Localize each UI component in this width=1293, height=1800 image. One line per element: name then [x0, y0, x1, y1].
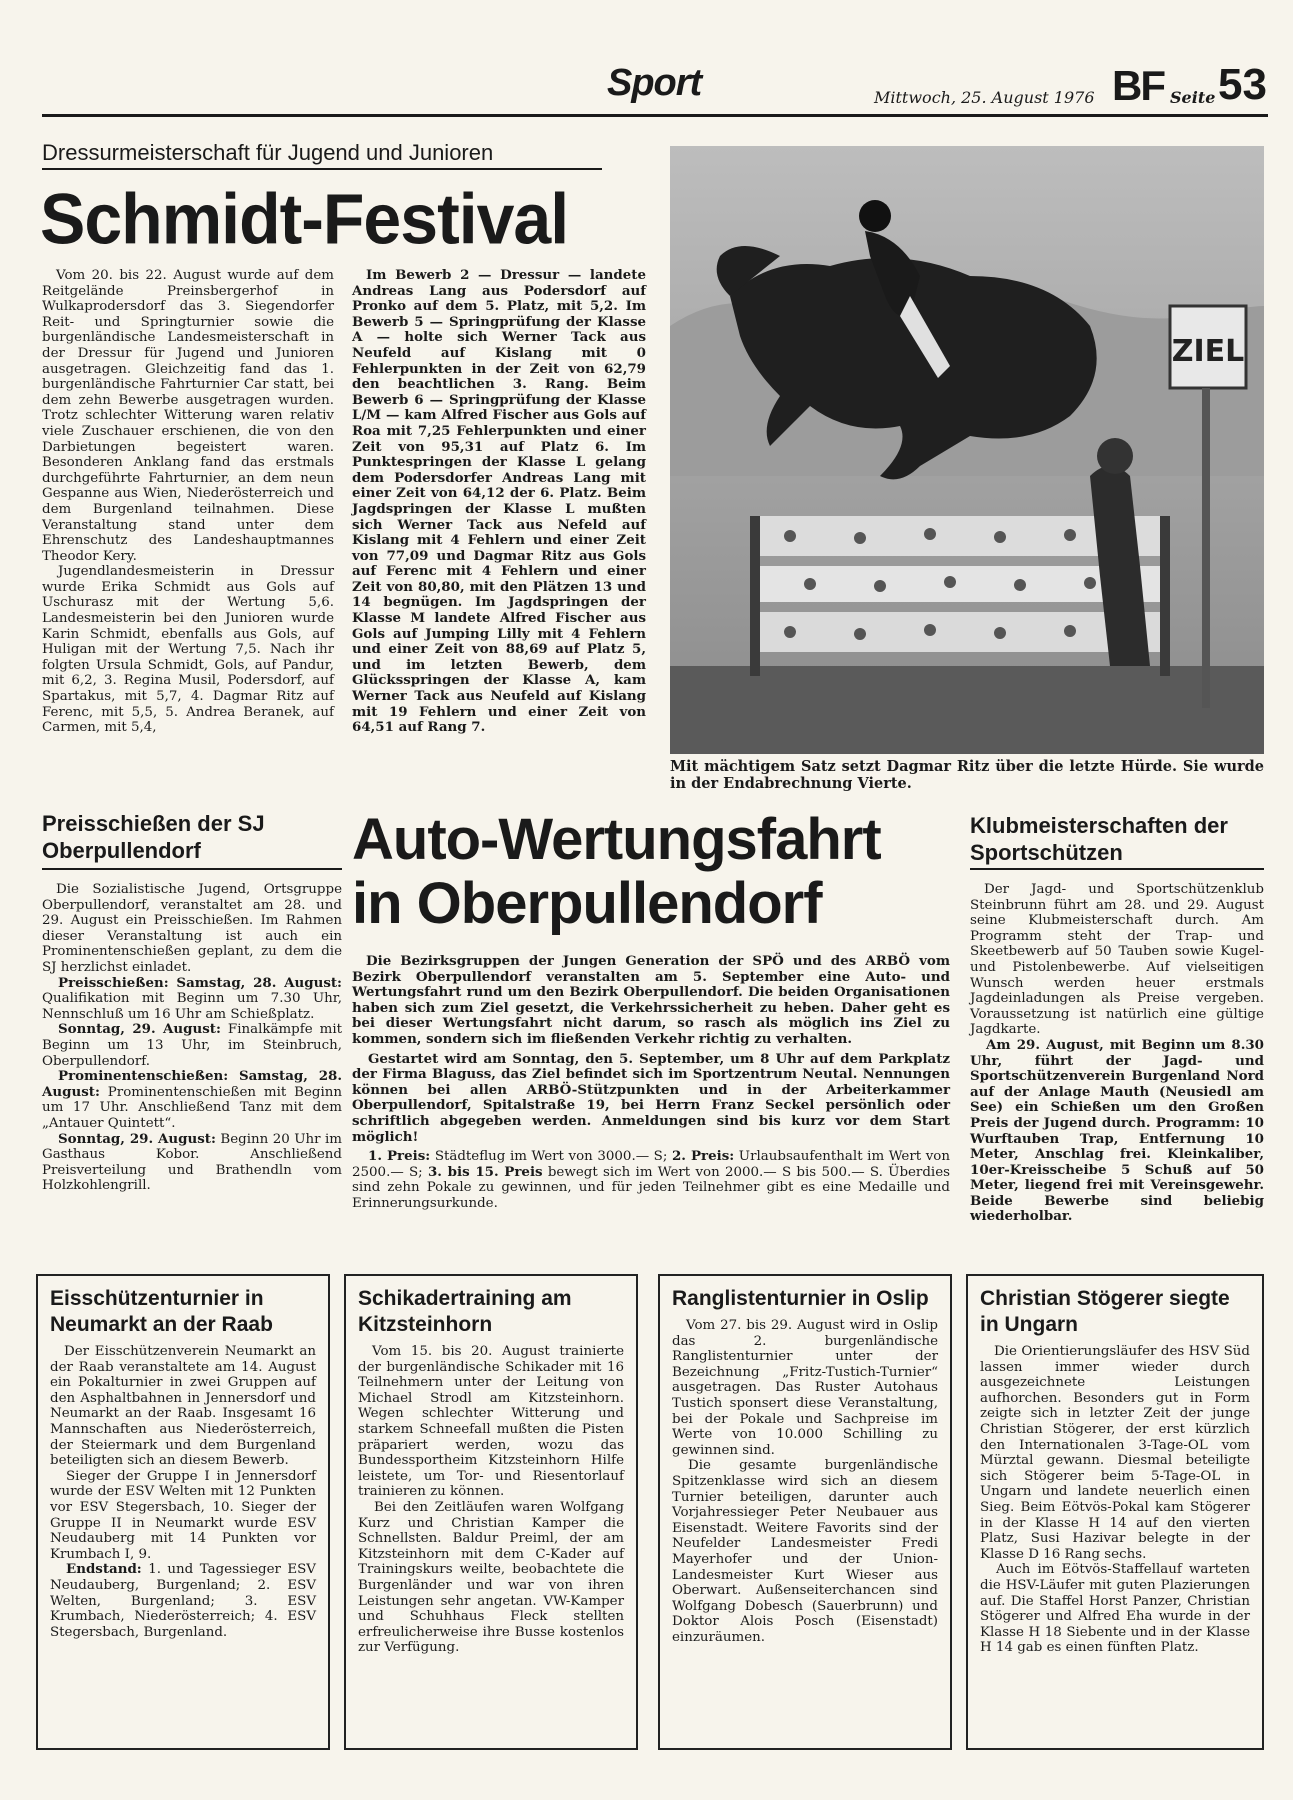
- klub-title: Klubmeisterschaften der Sportschützen: [970, 813, 1228, 865]
- dressur-para-3: Im Bewerb 2 — Dressur — landete Andreas Lang aus Podersdorf auf Pronko auf dem 5. Platz, mit 5,2. Im Bewerb 5 — Springprüfung der Klasse A — holte sich Werner Tack aus Neufeld auf Kislang mit 0 Fehlerpunkten in der Zeit von 62,79 den beachtlichen 3. Rang. Beim Bewerb 6 — Springprüfung der Klasse L/M — kam Alfred Fischer aus Gols auf Roa mit 7,25 Fehlerpunkten und einer Zeit von 95,31 auf Platz 6. Im Punktespringen der Klasse L gelang dem Podersdorfer Andreas Lang mit einer Zeit von 64,12 der 6. Platz. Beim Jagdspringen der Klasse L mußten sich Werner Tack aus Nefeld auf Kislang mit 4 Fehlern und einer Zeit von 77,09 und Dagmar Ritz aus Gols auf Ferenc mit 4 Fehlern und einer Zeit von 80,80, mit den Plätzen 13 und 14 begnügen. Im Jagdspringen der Klasse M landete Alfred Fischer aus Gols auf Jumping Lilly mit 4 Fehlern und einer Zeit von 88,69 auf Platz 5, und im letzten Bewerb, dem Glücksspringen der Klasse A, kam Werner Tack aus Neufeld auf Kislang mit 19 Fehlern und einer Zeit von 64,51 auf Rang 7.: [352, 267, 646, 736]
- preis-para-3: Sonntag, 29. August: Finalkämpfe mit Beginn um 13 Uhr, im Steinbruch, Oberpullendorf.: [42, 1021, 342, 1069]
- auto-body: [352, 954, 950, 1212]
- box-eisschuetzen: [36, 1274, 330, 1750]
- issue-date: Mittwoch, 25. August 1976: [874, 88, 1095, 107]
- horse-rider-illustration: [670, 146, 1264, 754]
- preis-para-4: Prominentenschießen: Samstag, 28. August: Prominentenschießen mit Beginn um 17 Uhr. Anschließend Tanz mit dem „Antauer Quintett“.: [42, 1068, 342, 1131]
- dressur-headline: Schmidt-Festival: [40, 179, 569, 260]
- box-eisschuetzen-para-1: Der Eisschützenverein Neumarkt an der Raab veranstaltete am 14. August ein Pokalturnier in zwei Gruppen auf den Asphaltbahnen in Jennersdorf und Neumarkt an der Raab. Insgesamt 16 Mannschaften aus Niederösterreich, der Steiermark und dem Burgenland beteiligten sich an diesem Bewerb.: [50, 1344, 316, 1469]
- preis-title-rule: [42, 868, 342, 870]
- preis-para-1: Die Sozialistische Jugend, Ortsgruppe Oberpullendorf, veranstaltet am 28. und 29. August ein Preisschießen. Im Rahmen dieser Veranstaltung ist auch ein Prominentenschießen geplant, zu dem die SJ herzlichst einladet.: [42, 882, 342, 975]
- box-eisschuetzen-endstand: Endstand: 1. und Tagessieger ESV Neudauberg, Burgenland; 2. ESV Welten, Burgenland; 3. ESV Krumbach, Niederösterreich; 4. ESV Stegersbach, Burgenland.: [50, 1561, 316, 1640]
- auto-headline-line-1: Auto-Wertungsfahrt: [352, 807, 881, 872]
- box-stoegerer-para-1: Die Orientierungsläufer des HSV Süd lassen immer wieder durch ausgezeichnete Leistungen aufhorchen. Besonders gut in Form zeigte sich in letzter Zeit der junge Christian Stögerer, der erst kürzlich den Internationalen 3-Tage-OL vom Mürztal gewann. Diesmal beteiligte sich Stögerer beim 5-Tage-OL in Ungarn und landete neuerlich einen Sieg. Beim Eötvös-Pokal kam Stögerer in der Klasse H 14 auf den vierten Platz, Susi Hazivar belegte in der Klasse D 16 Rang sechs.: [980, 1344, 1250, 1562]
- page-header: [42, 56, 1268, 120]
- klub-para-2: Am 29. August, mit Beginn um 8.30 Uhr, führt der Jagd- und Sportschützenverein Burgenland Nord auf der Anlage Mauth (Neusiedl am See) ein Schießen um den Großen Preis der Jugend durch. Programm: 10 Wurftauben Trap, Entfernung 10 Meter, Anschlag frei. Kleinkaliber, 10er-Kreisscheibe 5 Schuß auf 50 Meter, liegend frei mit Vereinsgewehr. Beide Bewerbe sind beliebig wiederholbar.: [970, 1036, 1264, 1225]
- box-schikader-title: Schikadertraining am Kitzsteinhorn: [358, 1287, 572, 1336]
- newspaper-logo: BF: [1112, 62, 1164, 109]
- box-rangliste-para-1: Vom 27. bis 29. August wird in Oslip das 2. burgenländische Ranglistenturnier unter der Bezeichnung „Fritz-Tustich-Turnier“ ausgetragen. Das Ruster Autohaus Tustich sponsert diese Veranstaltung, bei der Pokale und Sachpreise im Werte von 10.000 Schilling zu gewinnen sind.: [672, 1318, 938, 1458]
- dressur-column-2: [352, 268, 646, 736]
- box-rangliste: [658, 1274, 952, 1750]
- box-schikader: [344, 1274, 638, 1750]
- box-eisschuetzen-para-2: Sieger der Gruppe I in Jennersdorf wurde der ESV Welten mit 12 Punkten vor ESV Stegersbach, 10. Sieger der Gruppe II in Neumarkt wurde ESV Neudauberg mit 14 Punkten vor Krumbach I, 9.: [50, 1468, 316, 1562]
- preis-title: Preisschießen der SJ Oberpullendorf: [42, 811, 265, 863]
- header-rule: [42, 114, 1268, 117]
- klub-body: [970, 882, 1264, 1225]
- box-rangliste-para-2: Die gesamte burgenländische Spitzenklasse wird sich an diesem Turnier beteiligen, darunter auch Vorjahressieger Peter Neubauer aus Eisenstadt. Weitere Favorits sind der Neufelder Landesmeister Fredi Mayerhofer und der Union-Landesmeister Kurt Wieser aus Oberwart. Außenseiterchancen sind Wolfgang Dobesch (Sauerbrunn) und Doktor Alois Posch (Eisenstadt) einzuräumen.: [672, 1458, 938, 1645]
- show-jumping-photo: [670, 146, 1264, 754]
- preis-body: [42, 882, 342, 1194]
- box-stoegerer: [966, 1274, 1264, 1750]
- box-schikader-para-1: Vom 15. bis 20. August trainierte der burgenländische Schikader mit 16 Teilnehmern unter der Leitung von Michael Strodl am Kitzsteinhorn. Wegen schlechter Witterung und starkem Schneefall mußten die Pisten präpariert werden, wozu das Bundessportheim Kitzsteinhorn Hilfe leistete, um Tor- und Riesentorlauf trainieren zu können.: [358, 1344, 624, 1500]
- box-rangliste-title: Ranglistenturnier in Oslip: [672, 1287, 929, 1310]
- auto-headline: [352, 808, 912, 936]
- dressur-para-1: Vom 20. bis 22. August wurde auf dem Reitgelände Preinsbergerhof in Wulkaprodersdorf das 3. Siegendorfer Reit- und Springturnier sowie die burgenländische Landesmeisterschaft in der Dressur für Jugend und Junioren ausgetragen. Gleichzeitig fand das 1. burgenländische Fahrturnier Car statt, bei dem zehn Bewerbe ausgetragen wurden. Trotz schlechter Witterung waren relativ viele Zuschauer erschienen, die von den Darbietungen begeistert waren. Besonderen Anklang fand das erstmals durchgeführte Fahrturnier, an dem neun Gespanne aus Wien, Niederösterreich und dem Burgenland teilnahmen. Diese Veranstaltung stand unter dem Ehrenschutz des Landeshauptmannes Theodor Kery.: [42, 268, 334, 564]
- preis-para-2: Preisschießen: Samstag, 28. August: Qualifikation mit Beginn um 7.30 Uhr, Nennschluß um 16 Uhr am Schießplatz.: [42, 974, 342, 1022]
- box-eisschuetzen-title: Eisschützenturnier in Neumarkt an der Raab: [50, 1287, 273, 1336]
- auto-headline-line-2: in Oberpullendorf: [352, 871, 822, 936]
- preis-para-5: Sonntag, 29. August: Beginn 20 Uhr im Gasthaus Kobor. Anschließend Preisverteilung und Brathendln vom Holzkohlengrill.: [42, 1130, 342, 1194]
- box-stoegerer-title: Christian Stögerer siegte in Ungarn: [980, 1287, 1230, 1336]
- page-number: 53: [1218, 60, 1267, 109]
- box-schikader-para-2: Bei den Zeitläufen waren Wolfgang Kurz und Christian Kamper die Schnellsten. Baldur Preiml, der am Kitzsteinhorn mit dem C-Kader auf Trainingskurs weilte, beobachtete die Burgenländer und war von ihren Leistungen sehr angetan. VW-Kamper und Schuhhaus Fleck stellten erfreulicherweise ihre Busse kostenlos zur Verfügung.: [358, 1499, 624, 1656]
- kicker-rule: [42, 168, 602, 170]
- ziel-sign: ZIEL: [1171, 334, 1245, 369]
- dressur-kicker: Dressurmeisterschaft für Jugend und Junioren: [42, 140, 494, 165]
- klub-para-1: Der Jagd- und Sportschützenklub Steinbrunn führt am 28. und 29. August seine Klubmeisterschaft durch. Am Programm steht der Trap- und Skeetbewerb auf 50 Tauben sowie Kugel- und Pistolenbewerbe. Auf vielseitigen Wunsch werden heuer erstmals Jagdeinladungen als Preise vergeben. Voraussetzung ist natürlich eine gültige Jagdkarte.: [970, 882, 1264, 1038]
- box-stoegerer-para-2: Auch im Eötvös-Staffellauf warteten die HSV-Läufer mit guten Plazierungen auf. Die Staffel Horst Panzer, Christian Stögerer und Alfred Eha wurde in der Klasse H 18 Siebente und in der Klasse H 14 gab es einen fünften Platz.: [980, 1562, 1250, 1656]
- auto-prizes: 1. Preis: Städteflug im Wert von 3000.— S; 2. Preis: Urlaubsaufenthalt im Wert von 2500.— S; 3. bis 15. Preis bewegt sich im Wert von 2000.— S bis 500.— S. Überdies sind zehn Pokale zu gewinnen, und für jeden Teilnehmer gibt es eine Medaille und Erinnerungsurkunde.: [352, 1148, 950, 1211]
- auto-para-2: Gestartet wird am Sonntag, den 5. September, um 8 Uhr auf dem Parkplatz der Firma Blaguss, das Ziel befindet sich im Sportzentrum Neutal. Nennungen können bei allen ARBÖ-Stützpunkten und in der Arbeiterkammer Oberpullendorf, Spitalstraße 19, bei Herrn Franz Seckel persönlich oder schriftlich abgegeben werden. Anmeldungen sind bis kurz vor dem Start möglich!: [352, 1050, 950, 1145]
- dressur-para-2: Jugendlandesmeisterin in Dressur wurde Erika Schmidt aus Gols auf Uschurasz mit der Wertung 5,6. Landesmeisterin bei den Junioren wurde Karin Schmidt, ebenfalls aus Gols, auf Huligan mit der Wertung 7,5. Nach ihr folgten Ursula Schmidt, Gols, auf Pandur, mit 6,2, 3. Regina Musil, Podersdorf, auf Spartakus, mit 5,7, 4. Dagmar Ritz auf Ferenc, mit 5,5, 5. Andrea Beranek, auf Carmen, mit 5,4,: [42, 564, 334, 736]
- dressur-column-1: [42, 268, 334, 736]
- page-label: Seite: [1170, 88, 1216, 107]
- section-title: Sport: [607, 62, 702, 104]
- klub-title-rule: [970, 868, 1264, 870]
- auto-para-1: Die Bezirksgruppen der Jungen Generation der SPÖ und des ARBÖ vom Bezirk Oberpullendorf veranstalten am 5. September eine Auto- und Wertungsfahrt rund um den Bezirk Oberpullendorf. Die beiden Organisationen haben sich zum Ziel gesetzt, die Verkehrssicherheit zu heben. Daher geht es bei dieser Wertungsfahrt nicht darum, so rasch als möglich ins Ziel zu kommen, sondern sich im fließenden Verkehr richtig zu verhalten.: [352, 953, 950, 1047]
- photo-caption: Mit mächtigem Satz setzt Dagmar Ritz über die letzte Hürde. Sie wurde in der Endabrechnung Vierte.: [670, 758, 1264, 792]
